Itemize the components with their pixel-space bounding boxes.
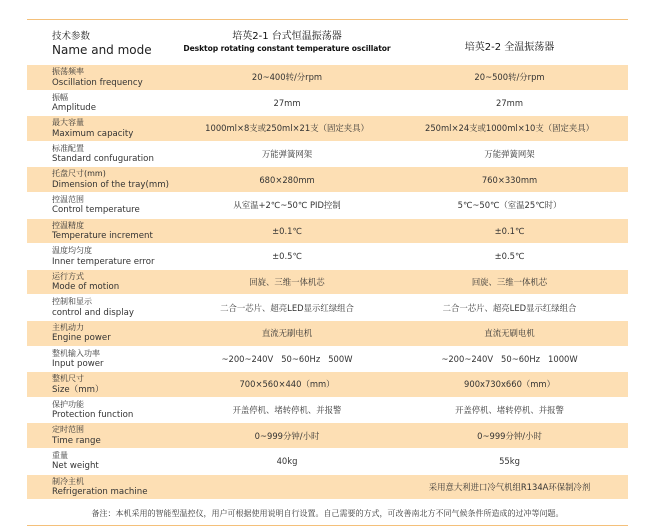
model2-value: ~200~240V 50~60Hz 1000W [441, 353, 578, 364]
row-label-zh: 定时范围 [52, 425, 84, 435]
model1-value: 40kg [276, 456, 298, 467]
model2-value: 250ml×24支或1000ml×10支（固定夹具） [425, 123, 594, 134]
row-label-en: Size（mm） [52, 384, 104, 395]
row-label [52, 221, 153, 242]
row-label-zh: 振幅 [52, 92, 68, 102]
row-label [52, 169, 169, 190]
model1-value: 20~400转/分rpm [251, 72, 323, 83]
header-model1-column [182, 30, 392, 54]
row-label [52, 297, 134, 318]
table-row [27, 398, 628, 424]
row-label-zh: 最大容量 [52, 118, 84, 128]
table-row [27, 244, 628, 270]
table-row [27, 65, 628, 91]
header-col2-zh: 培英2-1 台式恒温振荡器 [232, 31, 342, 42]
table-row [27, 475, 628, 501]
model2-value: 回旋、三维一体机芯 [471, 277, 548, 288]
row-label-zh: 标准配置 [52, 143, 84, 153]
header-model2-column: 培英2-2 全温振荡器 [464, 42, 555, 53]
model1-value: 1000ml×8支或250ml×21支（固定夹具） [205, 123, 369, 134]
model1-value: ±0.5℃ [272, 251, 302, 262]
row-label-en: Engine power [52, 333, 111, 344]
model1-value: 万能弹簧网架 [261, 149, 313, 160]
table-row [27, 167, 628, 193]
header-col2-en: Desktop rotating constant temperature oscillator [183, 44, 391, 53]
row-label [52, 246, 155, 267]
header-parameter-column [52, 31, 152, 56]
table-row [27, 372, 628, 398]
table-row [27, 295, 628, 321]
model2-value: 开盖停机、堵转停机、并报警 [455, 405, 564, 416]
row-label-zh: 温度均匀度 [52, 246, 92, 256]
model2-value: 采用意大利进口冷气机组R134A环保制冷剂 [428, 481, 591, 492]
model1-value: 从室温+2℃~50℃ PID控制 [233, 200, 341, 211]
table-row [27, 116, 628, 142]
row-label-zh: 控温范围 [52, 194, 84, 204]
model2-value: ±0.1℃ [494, 225, 525, 236]
model2-value: 二合一芯片、超亮LED显示红绿组合 [442, 302, 577, 313]
model1-value: ~200~240V 50~60Hz 500W [221, 353, 353, 364]
model2-value: 55kg [499, 456, 520, 467]
model2-value: 直流无刷电机 [484, 328, 535, 339]
model2-value: 20~500转/分rpm [474, 72, 545, 83]
row-label-en: Amplitude [52, 103, 97, 114]
model2-value: 0~999分钟/小时 [477, 430, 542, 441]
table-row [27, 91, 628, 117]
row-label [52, 425, 101, 446]
model1-value: 680×280mm [259, 174, 315, 185]
spec-table [27, 19, 628, 526]
model2-value: 万能弹簧网架 [484, 149, 535, 160]
table-row [27, 219, 628, 245]
row-label-zh: 运行方式 [52, 271, 84, 281]
row-label-en: Time range [52, 435, 101, 446]
model1-value: 直流无刷电机 [261, 328, 313, 339]
table-row [27, 423, 628, 449]
model1-value: 二合一芯片、超亮LED显示红绿组合 [220, 302, 354, 313]
model1-value: 27mm [273, 97, 301, 108]
row-label-zh: 保护功能 [52, 399, 84, 409]
row-label-en: Oscillation frequency [52, 77, 143, 88]
row-label-zh: 振荡频率 [52, 67, 84, 76]
model2-value: ±0.5℃ [494, 251, 525, 262]
row-label [52, 374, 104, 395]
row-label-en: Protection function [52, 410, 134, 421]
row-label-zh: 控温精度 [52, 220, 84, 230]
row-label-en: Standard confuguration [52, 154, 154, 165]
row-label [52, 144, 154, 165]
table-row [27, 193, 628, 219]
row-label-zh: 重量 [52, 450, 68, 460]
row-label-en: Dimension of the tray(mm) [52, 179, 169, 190]
row-label-en: Mode of motion [52, 282, 120, 293]
model2-value: 760×330mm [481, 174, 538, 185]
header-col1-en: Name and mode [52, 43, 152, 57]
model2-value: 27mm [496, 97, 523, 108]
model2-value: 900x730x660（mm） [464, 379, 555, 390]
header-col1-zh: 技术参数 [52, 31, 91, 42]
row-label [52, 323, 111, 344]
row-label-en: Control temperature [52, 205, 140, 216]
row-label [52, 118, 133, 139]
row-label-zh: 制冷主机 [52, 476, 84, 486]
row-label-en: Input power [52, 359, 104, 370]
row-label [52, 195, 140, 216]
row-label-en: Net weight [52, 461, 99, 472]
row-label [52, 477, 147, 498]
row-label-en: Refrigeration machine [52, 487, 148, 497]
row-label [52, 349, 104, 370]
row-label-en: Maximum capacity [52, 128, 134, 139]
model2-value: 5℃~50℃（室温25℃时） [457, 200, 562, 211]
row-label-zh: 整机输入功率 [52, 348, 100, 358]
row-label-en: Temperature increment [52, 231, 153, 242]
model1-value: 0~999分钟/小时 [254, 430, 320, 441]
row-label [52, 400, 133, 421]
table-row [27, 321, 628, 347]
model1-value: ±0.1℃ [272, 225, 302, 236]
row-label-zh: 托盘尺寸(mm) [52, 169, 106, 179]
table-body [27, 65, 628, 500]
row-label [52, 93, 96, 114]
bottom-rule [27, 525, 628, 526]
footnote: 备注：本机采用的智能型温控仪，用户可根据使用说明自行设置。自己需要的方式，可改善南北方不同气候条件所造成的过冲等问题。 [91, 508, 564, 518]
table-row [27, 270, 628, 296]
row-label-zh: 控制和显示 [52, 297, 92, 307]
model1-value: 700×560×440（mm） [239, 379, 335, 390]
model1-value: 开盖停机、堵转停机、并报警 [232, 405, 342, 416]
model1-value [177, 475, 397, 500]
row-label-zh: 主机动力 [52, 322, 84, 332]
row-label [52, 67, 143, 88]
row-label-zh: 整机尺寸 [52, 374, 84, 384]
row-label [52, 451, 99, 472]
table-row [27, 449, 628, 475]
table-header [27, 20, 628, 65]
table-row [27, 142, 628, 168]
row-label-en: control and display [52, 307, 134, 318]
row-label-en: Inner temperature error [52, 256, 155, 267]
model1-value: 回旋、三维一体机芯 [249, 277, 325, 288]
table-row [27, 347, 628, 373]
row-label [52, 272, 119, 293]
